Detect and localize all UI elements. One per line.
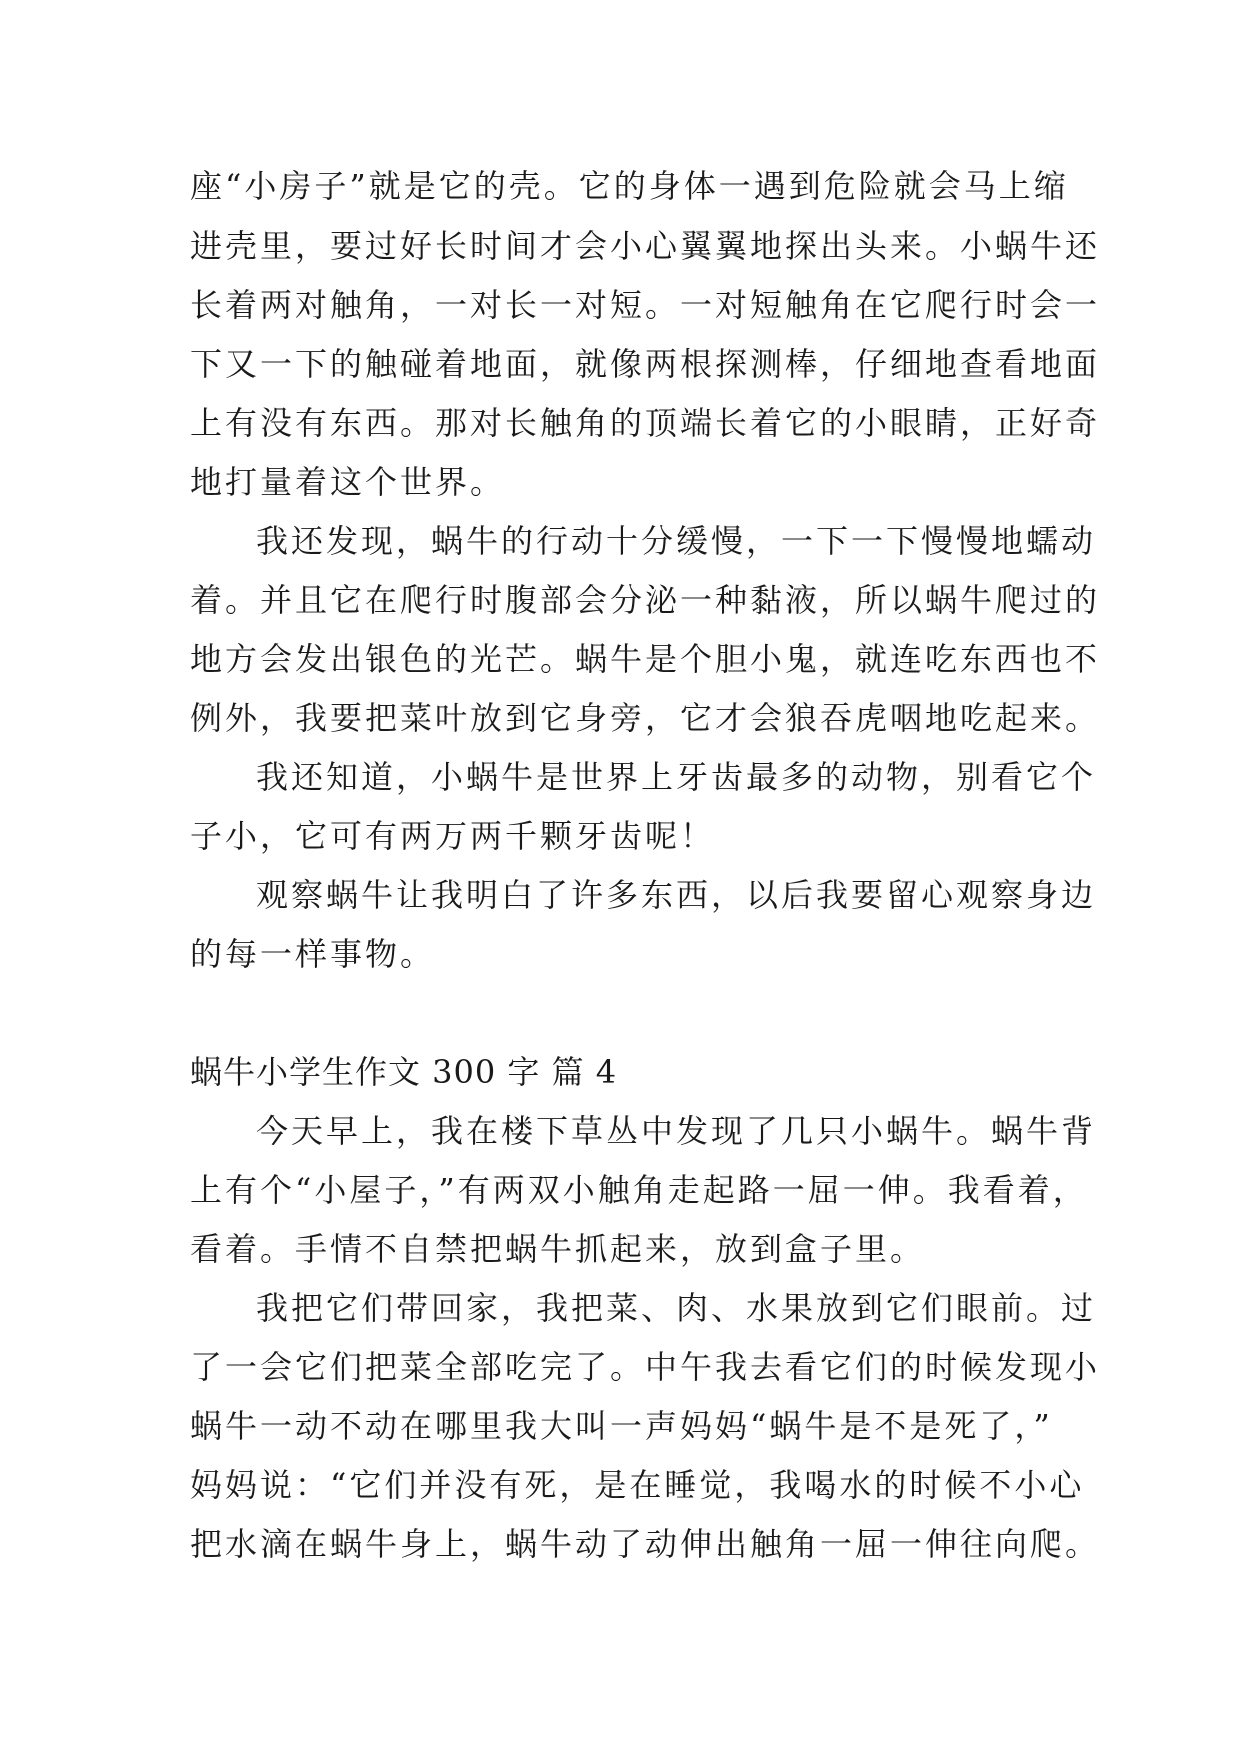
text-line: 上有个“小屋子，”有两双小触角走起路一屈一伸。我看着， bbox=[190, 1171, 1088, 1209]
paragraph-first-line: 今天早上，我在楼下草丛中发现了几只小蜗牛。蜗牛背 bbox=[256, 1112, 1097, 1150]
text-line: 长着两对触角，一对长一对短。一对短触角在它爬行时会一 bbox=[190, 286, 1101, 324]
text-line: 例外，我要把菜叶放到它身旁，它才会狼吞虎咽地吃起来。 bbox=[190, 699, 1101, 737]
text-line: 着。并且它在爬行时腹部会分泌一种黏液，所以蜗牛爬过的 bbox=[190, 581, 1101, 619]
paragraph-first-line: 我把它们带回家，我把菜、肉、水果放到它们眼前。过 bbox=[256, 1289, 1097, 1327]
text-line: 把水滴在蜗牛身上，蜗牛动了动伸出触角一屈一伸往向爬。 bbox=[190, 1525, 1101, 1563]
paragraph-first-line: 观察蜗牛让我明白了许多东西，以后我要留心观察身边 bbox=[256, 876, 1097, 914]
text-line: 了一会它们把菜全部吃完了。中午我去看它们的时候发现小 bbox=[190, 1348, 1101, 1386]
text-line: 下又一下的触碰着地面，就像两根探测棒，仔细地查看地面 bbox=[190, 345, 1101, 383]
text-line: 子小，它可有两万两千颗牙齿呢！ bbox=[190, 817, 716, 855]
paragraph-first-line: 我还知道，小蜗牛是世界上牙齿最多的动物，别看它个 bbox=[256, 758, 1097, 796]
text-line: 座“小房子”就是它的壳。它的身体一遇到危险就会马上缩 bbox=[190, 167, 1069, 205]
text-line: 上有没有东西。那对长触角的顶端长着它的小眼睛，正好奇 bbox=[190, 404, 1101, 442]
section-title: 蜗牛小学生作文 300 字 篇 4 bbox=[190, 1053, 618, 1091]
text-line: 地方会发出银色的光芒。蜗牛是个胆小鬼，就连吃东西也不 bbox=[190, 640, 1101, 678]
text-line: 蜗牛一动不动在哪里我大叫一声妈妈“蜗牛是不是死了，” bbox=[190, 1407, 1053, 1445]
text-line: 进壳里，要过好长时间才会小心翼翼地探出头来。小蜗牛还 bbox=[190, 227, 1101, 265]
text-line: 看着。手情不自禁把蜗牛抓起来，放到盒子里。 bbox=[190, 1230, 926, 1268]
text-line: 妈妈说：“它们并没有死，是在睡觉，我喝水的时候不小心 bbox=[190, 1466, 1085, 1504]
text-line: 的每一样事物。 bbox=[190, 935, 436, 973]
paragraph-first-line: 我还发现，蜗牛的行动十分缓慢，一下一下慢慢地蠕动 bbox=[256, 522, 1097, 560]
text-line: 地打量着这个世界。 bbox=[190, 463, 506, 501]
